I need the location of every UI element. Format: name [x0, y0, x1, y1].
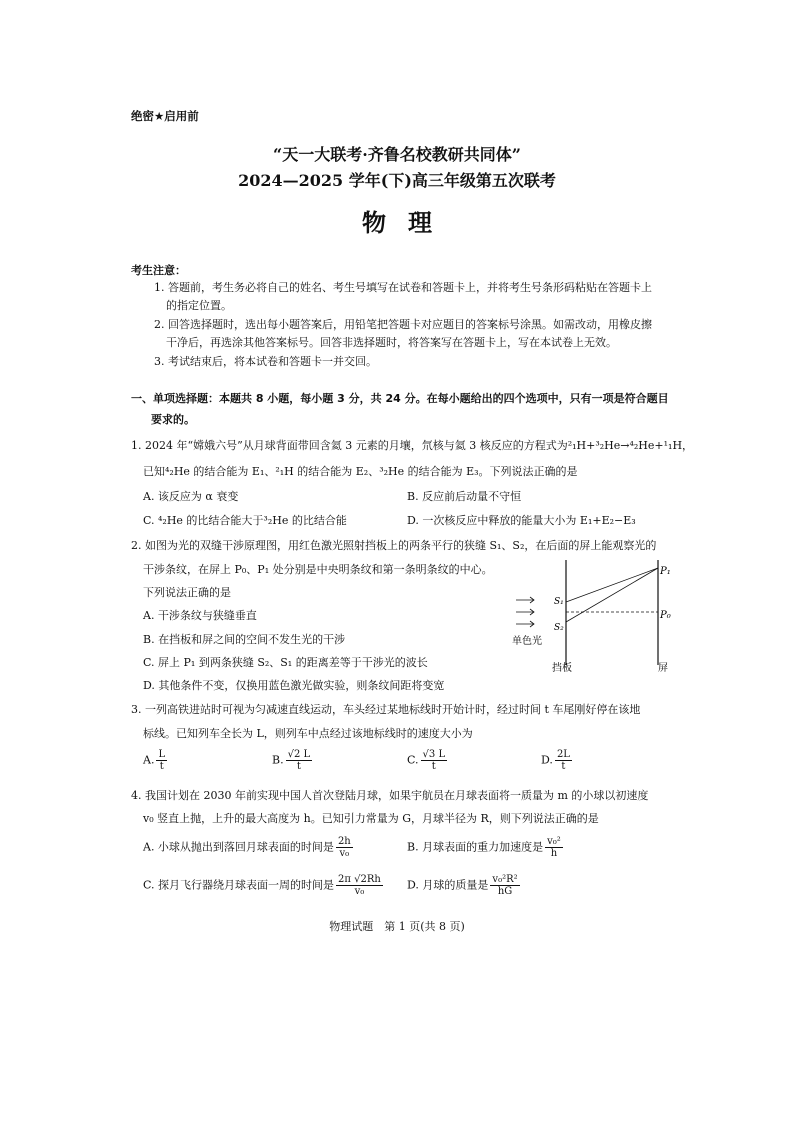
label-s1: S₁: [554, 597, 564, 607]
q3-d-numerator: 2L: [556, 749, 570, 760]
q3-option-d: [541, 749, 574, 772]
q3-option-b-label: B.: [272, 753, 284, 767]
q3-option-d-label: D.: [541, 753, 553, 767]
q3-stem-line1: 3. 一列高铁进站时可视为匀减速直线运动，车头经过某地标线时开始计时，经过时间 t 车尾刚好停在该地: [131, 703, 641, 716]
q1-option-a: A. 该反应为 α 衰变: [143, 490, 239, 503]
q4-d-numerator: v₀²R²: [492, 874, 518, 885]
q4-option-b: [407, 836, 565, 859]
double-slit-diagram: [508, 560, 678, 675]
label-p0: P₀: [660, 610, 671, 621]
q2-stem-line1: 2. 如图为光的双缝干涉原理图，用红色激光照射挡板上的两条平行的狭缝 S₁、S₂，在后面的屏上能观察光的: [131, 539, 657, 552]
q2-option-d: D. 其他条件不变，仅换用蓝色激光做实验，则条纹间距将变宽: [143, 679, 445, 692]
q4-c-numerator: 2π √2Rh: [338, 874, 381, 885]
q1-stem-line2: 已知⁴₂He 的结合能为 E₁、²₁H 的结合能为 E₂、³₂He 的结合能为 E₃。下列说法正确的是: [143, 465, 578, 478]
q4-option-b-text: B. 月球表面的重力加速度是: [407, 840, 544, 854]
label-monochromatic-light: 单色光: [512, 636, 542, 647]
q3-a-numerator: L: [158, 749, 166, 760]
q3-b-numerator: √2 L: [287, 749, 311, 760]
notice-item-2b: 干净后，再选涂其他答案标号。回答非选择题时，将答案写在答题卡上，写在本试卷上无效。: [166, 336, 617, 349]
q3-option-c-label: C.: [407, 753, 419, 767]
page-footer: 物理试题 第 1 页(共 8 页): [329, 920, 465, 933]
exam-title-line2: 2024—2025 学年(下)高三年级第五次联考: [238, 171, 556, 190]
notice-item-1b: 的指定位置。: [166, 299, 232, 312]
q2-option-a: A. 干涉条纹与狭缝垂直: [143, 609, 257, 622]
subject-title: 物理: [362, 209, 454, 237]
q4-option-a: [143, 836, 355, 859]
q3-d-denominator: t: [561, 761, 566, 772]
q3-option-c: [407, 749, 449, 772]
q4-a-numerator: 2h: [337, 836, 351, 847]
q1-option-d: D. 一次核反应中释放的能量大小为 E₁+E₂−E₃: [407, 514, 636, 527]
q3-option-a-label: A.: [143, 753, 155, 767]
q3-stem-line2: 标线。已知列车全长为 L，则列车中点经过该地标线时的速度大小为: [143, 727, 473, 740]
q1-option-b: B. 反应前后动量不守恒: [407, 490, 522, 503]
q1-stem-text: 1. 2024 年“嫦娥六号”从月球背面带回含氦 3 元素的月壤，氘核与氦 3 核反应的方程式为: [131, 439, 568, 452]
q4-a-denominator: v₀: [339, 848, 350, 859]
q4-option-a-text: A. 小球从抛出到落回月球表面的时间是: [143, 840, 334, 854]
q4-stem-line2: v₀ 竖直上抛，上升的最大高度为 h。已知引力常量为 G，月球半径为 R，则下列说法正确的是: [143, 812, 599, 825]
q4-b-numerator: v₀²: [547, 836, 561, 847]
q2-stem-line3: 下列说法正确的是: [143, 586, 231, 599]
section1-heading: 一、单项选择题：本题共 8 小题，每小题 3 分，共 24 分。在每小题给出的四个选项中，只有一项是符合题目: [131, 392, 669, 405]
notice-item-1a: 1. 答题前，考生务必将自己的姓名、考生号填写在试卷和答题卡上，并将考生号条形码粘贴在答题卡上: [154, 281, 652, 294]
notice-item-3: 3. 考试结束后，将本试卷和答题卡一并交回。: [154, 355, 377, 368]
q4-b-denominator: h: [550, 848, 558, 859]
notice-item-2a: 2. 回答选择题时，选出每小题答案后，用铅笔把答题卡对应题目的答案标号涂黑。如需改动，用橡皮擦: [154, 318, 652, 331]
exam-title-line1: “天一大联考·齐鲁名校教研共同体”: [273, 145, 521, 164]
q4-option-c: [143, 874, 385, 897]
label-p1: P₁: [660, 566, 671, 577]
q3-b-denominator: t: [296, 761, 301, 772]
label-baffle: 挡板: [552, 663, 572, 674]
confidential-mark: 绝密★启用前: [131, 109, 199, 123]
q3-option-a: [143, 749, 169, 772]
notice-heading: 考生注意：: [131, 264, 186, 277]
q3-a-denominator: t: [159, 761, 164, 772]
q3-c-denominator: t: [431, 761, 436, 772]
q4-d-denominator: hG: [497, 886, 513, 897]
q2-option-c: C. 屏上 P₁ 到两条狭缝 S₂、S₁ 的距离差等于干涉光的波长: [143, 656, 428, 669]
q1-option-c: C. ⁴₂He 的比结合能大于³₂He 的比结合能: [143, 514, 347, 527]
label-s2: S₂: [554, 623, 564, 633]
q4-option-d: [407, 874, 522, 897]
q4-c-denominator: v₀: [354, 886, 365, 897]
q3-c-numerator: √3 L: [422, 749, 446, 760]
q3-option-b: [272, 749, 314, 772]
label-screen: 屏: [658, 663, 668, 674]
q2-stem-line2: 干涉条纹，在屏上 P₀、P₁ 处分别是中央明条纹和第一条明条纹的中心。: [143, 563, 493, 576]
q1-stem-line1: [131, 439, 693, 453]
q1-equation: ²₁H+³₂He→⁴₂He+¹₁H，: [567, 439, 694, 452]
q4-option-d-text: D. 月球的质量是: [407, 878, 489, 892]
q4-option-c-text: C. 探月飞行器绕月球表面一周的时间是: [143, 878, 335, 892]
q4-stem-line1: 4. 我国计划在 2030 年前实现中国人首次登陆月球，如果宇航员在月球表面将一质量为 m 的小球以初速度: [131, 789, 649, 802]
q2-option-b: B. 在挡板和屏之间的空间不发生光的干涉: [143, 633, 346, 646]
section1-heading-cont: 要求的。: [151, 413, 195, 426]
